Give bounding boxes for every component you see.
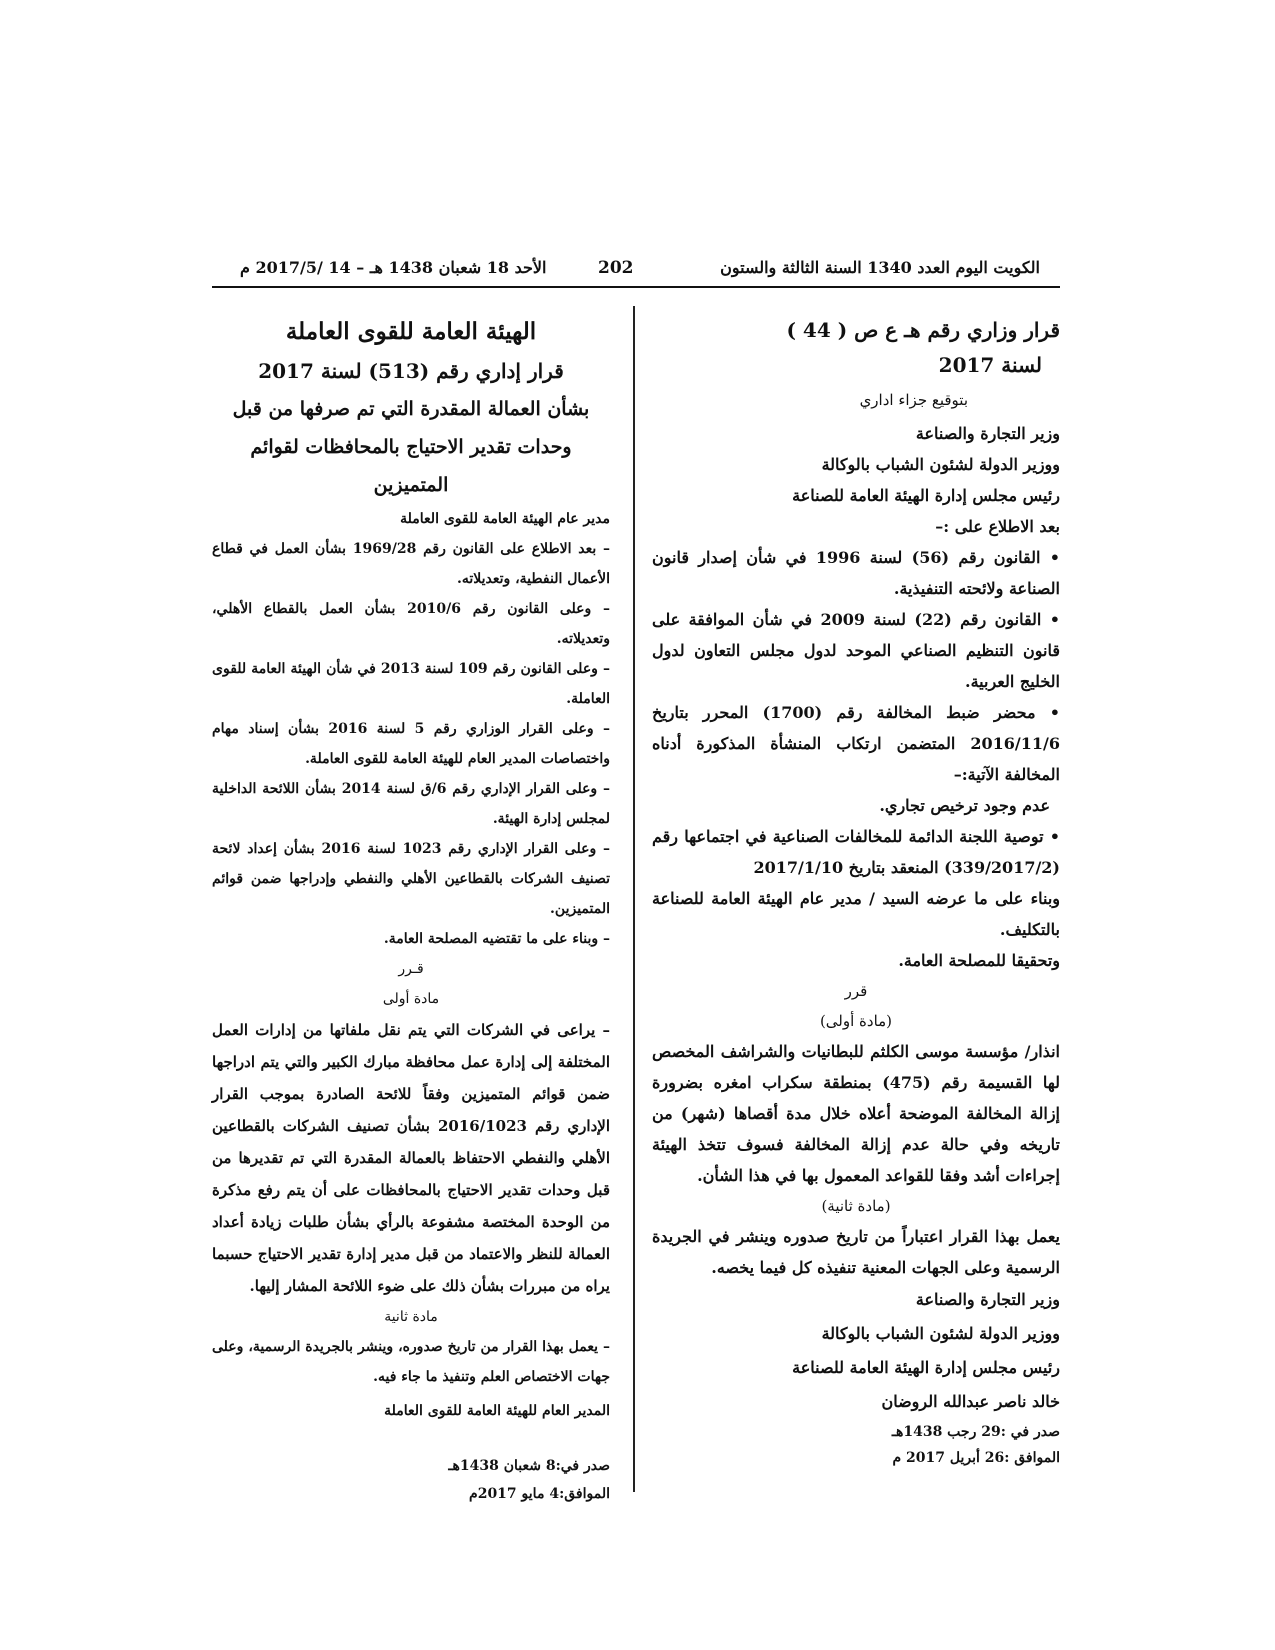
article-1-text: انذار/ مؤسسة موسى الكلثم للبطانيات والشراشف المخصص لها القسيمة رقم (475) بمنطقة سكراب امغره بضرورة إزالة المخالفة الموضحة أعلاه خلال مدة أقصاها (شهر) من تاريخه وفي حالة عدم إزالة المخالفة فسوف تتخذ الهيئة إجراءات أشد وفقا للقواعد المعمول بها في هذا الشأن. bbox=[652, 1042, 1060, 1185]
issuer-line: مدير عام الهيئة العامة للقوى العاملة bbox=[400, 511, 610, 527]
decision-subject-line: وحدات تقدير الاحتياج بالمحافظات لقوائم bbox=[250, 436, 572, 458]
signature-line: رئيس مجلس إدارة الهيئة العامة للصناعة bbox=[792, 1358, 1060, 1377]
reference-bullet: • محضر ضبط المخالفة رقم (1700) المحرر بتاريخ 2016/11/6 المتضمن ارتكاب المنشأة المذكورة أدناه المخالفة الآتية:– bbox=[652, 703, 1061, 784]
signature-line: المدير العام للهيئة العامة للقوى العاملة bbox=[384, 1403, 610, 1419]
reference-item: – وبناء على ما تقتضيه المصلحة العامة. bbox=[383, 931, 610, 947]
article-2-heading: (مادة ثانية) bbox=[821, 1197, 891, 1215]
violation-text: عدم وجود ترخيص تجاري. bbox=[879, 796, 1050, 815]
issuer-line: وزير التجارة والصناعة bbox=[915, 424, 1060, 443]
decision-subject-line: بشأن العمالة المقدرة التي تم صرفها من قبل bbox=[232, 398, 590, 420]
issuer-line: رئيس مجلس إدارة الهيئة العامة للصناعة bbox=[792, 486, 1060, 505]
signatory-name: خالد ناصر عبدالله الروضان bbox=[881, 1392, 1060, 1411]
reference-bullet: • القانون رقم (22) لسنة 2009 في شأن الموافقة على قانون التنظيم الصناعي الموحد لدول مجلس التعاون لدول الخليج العربية. bbox=[652, 610, 1061, 691]
article-2-heading: مادة ثانية bbox=[384, 1309, 438, 1325]
decided-heading: قرر bbox=[844, 982, 868, 1000]
column-divider bbox=[633, 306, 635, 1492]
issuer-line: بعد الاطلاع على :– bbox=[935, 517, 1060, 536]
decision-title: قرار إداري رقم (513) لسنة 2017 bbox=[258, 359, 564, 383]
article-2-text: – يعمل بهذا القرار من تاريخ صدوره، وينشر بالجريدة الرسمية، وعلى جهات الاختصاص العلم وتنفيذ ما جاء فيه. bbox=[212, 1339, 610, 1385]
issuer-line: ووزير الدولة لشئون الشباب بالوكالة bbox=[821, 455, 1060, 474]
decision-subtitle: بتوقيع جزاء اداري bbox=[859, 391, 968, 409]
decided-heading: قـرر bbox=[398, 961, 424, 977]
decision-year: لسنة 2017 bbox=[938, 353, 1042, 377]
reference-item: – وعلى القرار الإداري رقم 1023 لسنة 2016 بشأن إعداد لائحة تصنيف الشركات بالقطاعين الأهلي والنفطي وإدراجها ضمن قوائم المتميزين. bbox=[212, 841, 611, 917]
public-interest-text: وتحقيقا للمصلحة العامة. bbox=[898, 951, 1060, 970]
signature-line: وزير التجارة والصناعة bbox=[915, 1290, 1060, 1309]
corresponding-date: الموافق :26 أبريل 2017 م bbox=[892, 1450, 1060, 1466]
reference-bullet: • القانون رقم (56) لسنة 1996 في شأن إصدار قانون الصناعة ولائحته التنفيذية. bbox=[652, 548, 1060, 598]
article-1-heading: (مادة أولى) bbox=[819, 1012, 893, 1030]
corresponding-date: الموافق:4 مايو 2017م bbox=[469, 1486, 610, 1502]
reference-item: – وعلى القانون رقم 109 لسنة 2013 في شأن الهيئة العامة للقوى العاملة. bbox=[212, 661, 610, 707]
page-header bbox=[240, 258, 1040, 286]
decision-subject-line: المتميزين bbox=[373, 474, 449, 496]
recommendation-text: • توصية اللجنة الدائمة للمخالفات الصناعية في اجتماعها رقم (339/2017/2) المنعقد بتاريخ 2017/1/10 bbox=[652, 827, 1060, 877]
article-1-heading: مادة أولى bbox=[382, 991, 440, 1007]
issued-date: صدر في :29 رجب 1438هـ bbox=[891, 1424, 1060, 1440]
issue-date: الأحد 18 شعبان 1438 هـ – 14 /2017/5 م bbox=[240, 258, 547, 277]
header-divider bbox=[212, 286, 1060, 288]
page-number: 202 bbox=[598, 258, 634, 278]
signature-line: ووزير الدولة لشئون الشباب بالوكالة bbox=[821, 1324, 1060, 1343]
reference-item: – وعلى القانون رقم 2010/6 بشأن العمل بالقطاع الأهلي، وتعديلاته. bbox=[212, 601, 610, 647]
organization-title: الهيئة العامة للقوى العاملة bbox=[285, 318, 537, 345]
gazette-issue-info: الكويت اليوم العدد 1340 السنة الثالثة والستون bbox=[720, 258, 1040, 277]
reference-item: – وعلى القرار الوزاري رقم 5 لسنة 2016 بشأن إسناد مهام واختصاصات المدير العام للهيئة العامة للقوى العاملة. bbox=[212, 721, 610, 767]
administrative-decision-column bbox=[212, 312, 610, 1508]
based-on-text: وبناء على ما عرضه السيد / مدير عام الهيئة العامة للصناعة بالتكليف. bbox=[652, 889, 1060, 939]
reference-item: – بعد الاطلاع على القانون رقم 1969/28 بشأن العمل في قطاع الأعمال النفطية، وتعديلاته. bbox=[212, 541, 610, 587]
issued-date: صدر في:8 شعبان 1438هـ bbox=[448, 1458, 610, 1474]
decision-title: قرار وزاري رقم هـ ع ص ( 44 ) bbox=[786, 318, 1060, 342]
ministerial-decision-column bbox=[652, 312, 1060, 1471]
article-1-text: – يراعى في الشركات التي يتم نقل ملفاتها من إدارات العمل المختلفة إلى إدارة عمل محافظة مبارك الكبير والتي يتم ادراجها ضمن قوائم المتميزين وفقاً للائحة الصادرة بموجب القرار الإداري رقم 2016/1023 بشأن تصنيف الشركات بالقطاعين الأهلي والنفطي الاحتفاظ بالعمالة المقدرة التي تم تقديرها من قبل وحدات تقدير الاحتياج بالمحافظات على أن يتم رفع مذكرة من الوحدة المختصة مشفوعة بالرأي بشأن طلبات زيادة أعداد العمالة للنظر والاعتماد من قبل مدير إدارة تقدير الاحتياج حسبما يراه من مبررات بشأن ذلك على ضوء اللائحة المشار إليها. bbox=[212, 1021, 610, 1295]
article-2-text: يعمل بهذا القرار اعتباراً من تاريخ صدوره وينشر في الجريدة الرسمية وعلى الجهات المعنية تنفيذه كل فيما يخصه. bbox=[652, 1227, 1060, 1277]
reference-item: – وعلى القرار الإداري رقم 6/ق لسنة 2014 بشأن اللائحة الداخلية لمجلس إدارة الهيئة. bbox=[212, 781, 610, 827]
